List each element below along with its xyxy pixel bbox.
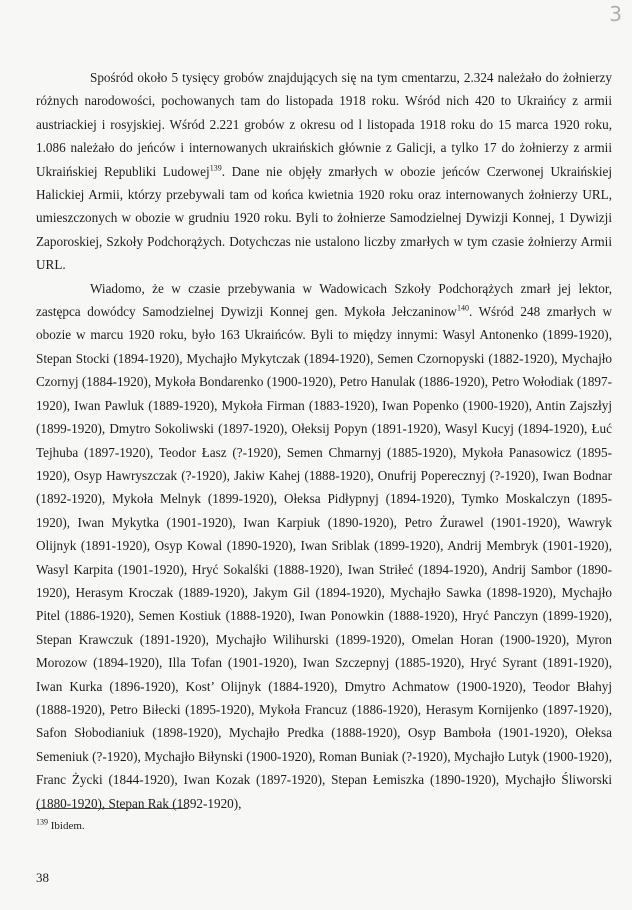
footnote-reference: 140: [456, 303, 469, 313]
paragraph-text: . Dane nie objęły zmarłych w obozie jeńców Czerwonej Ukraińskiej Halickiej Armii, którzy przebywali tam od końca kwietnia 1920 roku oraz internowanych żołnierzy URL, umieszczonych w obozie w grudniu 1920 roku. Byli to żołnierze Samodzielnej Dywizji Konnej, 1 Dywizji Zaporoskiej, Szkoły Podchorążych. Dotychczas nie ustalono liczby zmarłych w tym czasie żołnierzy Armii URL.: [36, 163, 612, 273]
footnote-text: Ibidem.: [48, 820, 85, 832]
paragraph-text: . Wśród 248 zmarłych w obozie w marcu 1920 roku, było 163 Ukraińców. Byli to między innymi: Wasyl Antonenko (1899-1920), Stepan Stocki (1894-1920), Mychajło Mykytczak (1894-1920), Semen Czornopyski (1882-1920), Mychajło Czornyj (1884-1920), Mykoła Bondarenko (1900-1920), Petro Hanulak (1886-1920), Petro Wołodiak (1897-1920), Iwan Pawluk (1889-1920), Mykoła Firman (1883-1920), Iwan Popenko (1900-1920), Antin Zajszłyj (1899-1920), Dmytro Sokoliwski (1897-1920), Ołeksij Popyn (1891-1920), Wasyl Kucyj (1894-1920), Łuć Tejhuba (1897-1920), Teodor Łasz (?-1920), Semen Chmarnyj (1885-1920), Mykoła Panasowicz (1895-1920), Osyp Hawryszczak (?-1920), Jakiw Kahej (1888-1920), Onufrij Poperecznyj (?-1920), Iwan Bodnar (1892-1920), Mykoła Melnyk (1899-1920), Ołeksa Pidłypnyj (1894-1920), Tymko Moskalczyn (1895-1920), Iwan Mykytka (1901-1920), Iwan Karpiuk (1890-1920), Petro Żurawel (1901-1920), Wawryk Olijnyk (1891-1920), Osyp Kowal (1890-1920), Iwan Sriblak (1899-1920), Andrij Membryk (1901-1920), Wasyl Karpita (1901-1920), Hryć Sokalśki (1888-1920), Iwan Striłeć (1894-1920), Andrij Sambor (1890-1920), Herasym Kroczak (1889-1920), Jakym Gil (1894-1920), Mychajło Sawka (1898-1920), Mychajło Pitel (1886-1920), Semen Kostiuk (1888-1920), Iwan Ponowkin (1888-1920), Hryć Panczyn (1899-1920), Stepan Krawczuk (1891-1920), Mychajło Wilihurski (1899-1920), Omelan Horan (1900-1920), Myron Morozow (1894-1920), Illa Tofan (1901-1920), Iwan Szczepnyj (1885-1920), Hryć Syrant (1891-1920), Iwan Kurka (1896-1920), Kost’ Olijnyk (1884-1920), Dmytro Achmatow (1900-1920), Teodor Błahyj (1888-1920), Petro Biłecki (1895-1920), Mykoła Francuz (1886-1920), Herasym Kornijenko (1897-1920), Safon Słobodianiuk (1898-1920), Mychajło Predka (1888-1920), Osyp Bamboła (1901-1920), Ołeksa Semeniuk (?-1920), Mychajło Biłynski (1900-1920), Roman Buniak (?-1920), Mychajło Lutyk (1900-1920), Franc Życki (1844-1920), Iwan Kozak (1897-1920), Stepan Łemiszka (1890-1920), Mychajło Śliworski (1880-1920), Stepan Rak (1892-1920),: [36, 304, 612, 811]
page-corner-mark: 3: [609, 2, 622, 26]
footnote-number: 139: [36, 817, 48, 827]
paragraph: [36, 66, 612, 277]
paragraph: [36, 277, 612, 815]
footnote: [36, 817, 85, 832]
document-body: [36, 66, 612, 815]
paragraph-text: Spośród około 5 tysięcy grobów znajdujących się na tym cmentarzu, 2.324 należało do żołnierzy różnych narodowości, pochowanych tam do listopada 1918 roku. Wśród nich 420 to Ukraińcy z armii austriackiej i rosyjskiej. Wśród 2.221 grobów z okresu od l listopada 1918 roku do 15 marca 1920 roku, 1.086 należało do jeńców i internowanych ukraińskich głównie z Galicji, a tylko 17 do żołnierzy z armii Ukraińskiej Republiki Ludowej: [36, 70, 612, 179]
page-number: 38: [36, 870, 49, 885]
footnote-divider: [36, 808, 188, 809]
paragraph-text: Wiadomo, że w czasie przebywania w Wadowicach Szkoły Podchorążych zmarł jej lektor, zastępca dowódcy Samodzielnej Dywizji Konnej gen. Mykoła Jełczaninow: [36, 280, 612, 320]
footnote-reference: 139: [209, 163, 222, 173]
